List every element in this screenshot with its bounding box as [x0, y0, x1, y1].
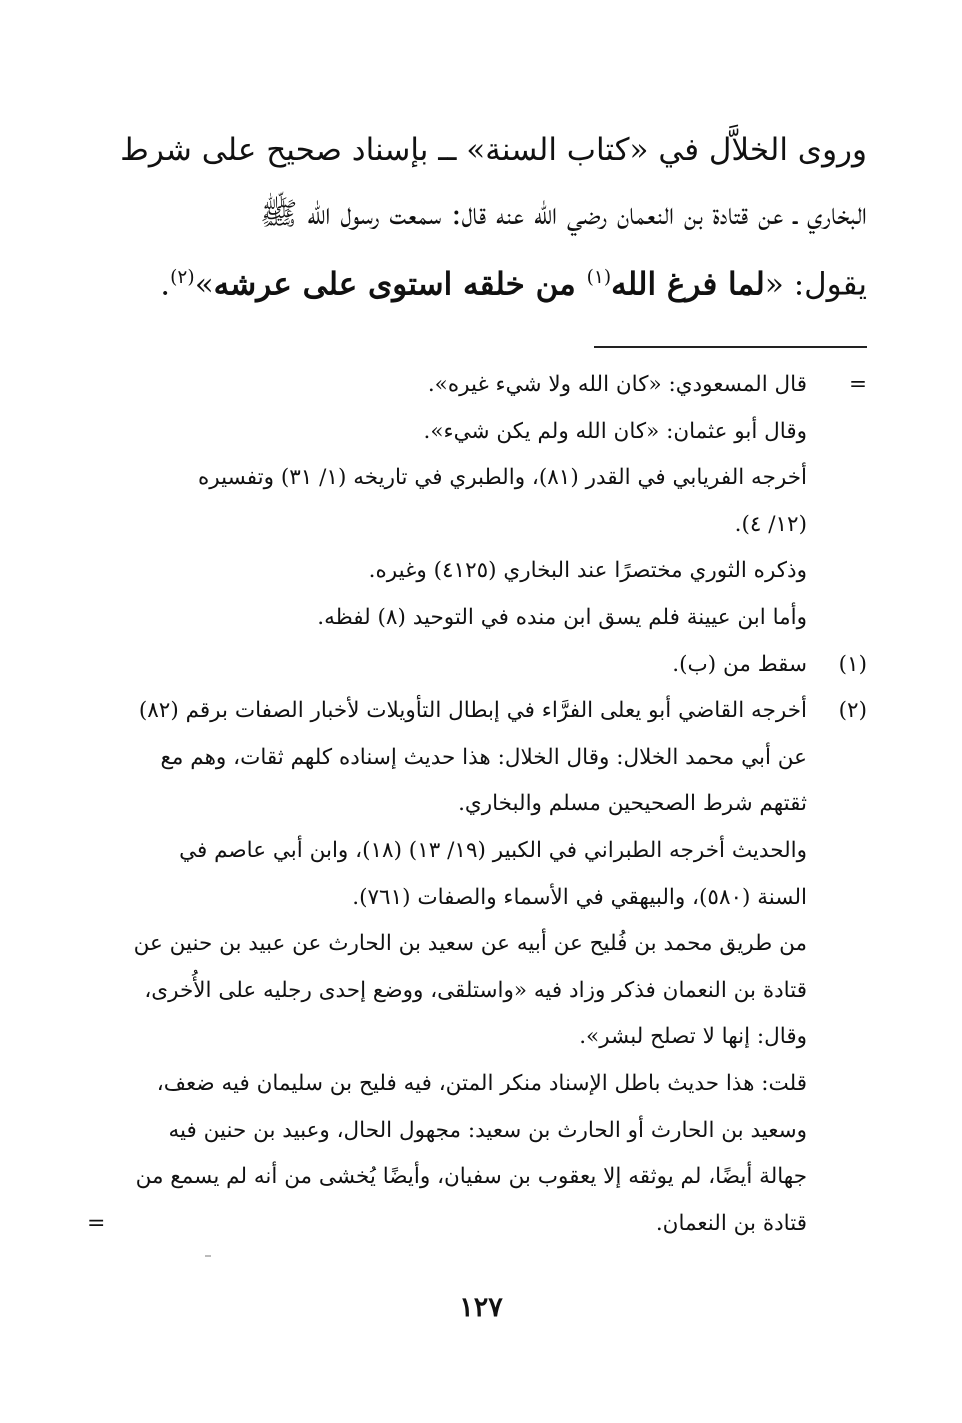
footnote-line: أخرجه الفريابي في القدر (٨١)، والطبري في تاريخه (١/ ٣١) وتفسيره	[197, 465, 807, 491]
period: .	[160, 266, 171, 303]
footnote-line: قتادة بن النعمان فذكر وزاد فيه «واستلقى، ووضع إحدى رجليه على الأُخرى،	[144, 977, 807, 1003]
footnote-line: من طريق محمد بن فُليح عن أبيه عن سعيد بن الحارث عن عبيد بن حنين عن	[133, 931, 807, 957]
continued-footnote	[87, 362, 867, 642]
footnote-1-marker: (١)	[838, 651, 867, 677]
footnote-1	[87, 642, 867, 689]
footnote-line: السنة (٥٨٠)، والبيهقي في الأسماء والصفات (٧٦١).	[352, 884, 807, 910]
footnote-line: جهالة أيضًا، لم يوثقه إلا يعقوب بن سفيان، وأيضًا يُخشى من أنه لم يسمع من	[135, 1164, 807, 1190]
footnote-line: سقط من (ب).	[672, 651, 807, 677]
main-paragraph	[87, 118, 867, 316]
footnote-line: وسعيد بن الحارث أو الحارث بن سعيد: مجهول الحال، وعبيد بن حنين فيه	[168, 1117, 807, 1143]
footnote-line: (١٢/ ٤).	[734, 511, 807, 537]
hadith-part-2: من خلقه استوى على عرشه	[213, 266, 587, 303]
footnote-2-marker: (٢)	[838, 698, 867, 724]
footnote-line: عن أبي محمد الخلال: وقال الخلال: هذا حديث إسناده كلهم ثقات، وهم مع	[160, 744, 807, 770]
footnote-line: والحديث أخرجه الطبراني في الكبير (١٩/ ١٣) (١٨)، وابن أبي عاصم في	[179, 837, 807, 863]
main-line-2: البخاري ـ عن قتادة بن النعمان رضي الله عنه قال: سمعت رسول الله ﷺ	[260, 196, 867, 232]
footnote-line: ثقتهم شرط الصحيحين مسلم والبخاري.	[458, 791, 807, 817]
print-speck	[205, 1255, 211, 1257]
footnote-line: أخرجه القاضي أبو يعلى الفرَّاء في إبطال التأويلات لأخبار الصفات برقم (٨٢)	[138, 698, 807, 724]
hadith-part-1: لما فرغ الله	[611, 266, 765, 303]
main-line-3	[87, 246, 867, 316]
footnote-last-text: قتادة بن النعمان.	[655, 1210, 807, 1236]
footnote-2	[87, 688, 867, 1247]
footnote-line: قلت: هذا حديث باطل الإسناد منكر المتن، فيه فليح بن سليمان فيه ضعف،	[156, 1070, 807, 1096]
footnote-line: وأما ابن عيينة فلم يسق ابن منده في التوحيد (٨) لفظه.	[317, 604, 807, 630]
footnote-separator	[594, 346, 867, 348]
continuation-marker: =	[87, 1210, 106, 1236]
footnote-ref-2: (٢)	[170, 267, 195, 288]
footnote-line: قال المسعودي: «كان الله ولا شيء غيره».	[427, 372, 807, 397]
quote-close: »	[194, 266, 214, 303]
footnote-line: وقال أبو عثمان: «كان الله ولم يكن شيء».	[423, 418, 807, 444]
footnote-line: وقال: إنها لا تصلح لبشر».	[579, 1024, 807, 1050]
continued-marker: =	[848, 372, 867, 397]
footnote-line-last	[87, 1201, 867, 1248]
footnotes	[87, 362, 867, 1247]
footnote-ref-1: (١)	[586, 267, 612, 288]
main-line-1: وروى الخلاَّل في «كتاب السنة» ــ بإسناد صحيح على شرط	[120, 132, 867, 168]
quote-intro: يقول: «	[764, 266, 867, 303]
page-number: ١٢٧	[459, 1292, 503, 1323]
footnote-line: وذكره الثوري مختصرًا عند البخاري (٤١٢٥) وغيره.	[368, 558, 807, 584]
